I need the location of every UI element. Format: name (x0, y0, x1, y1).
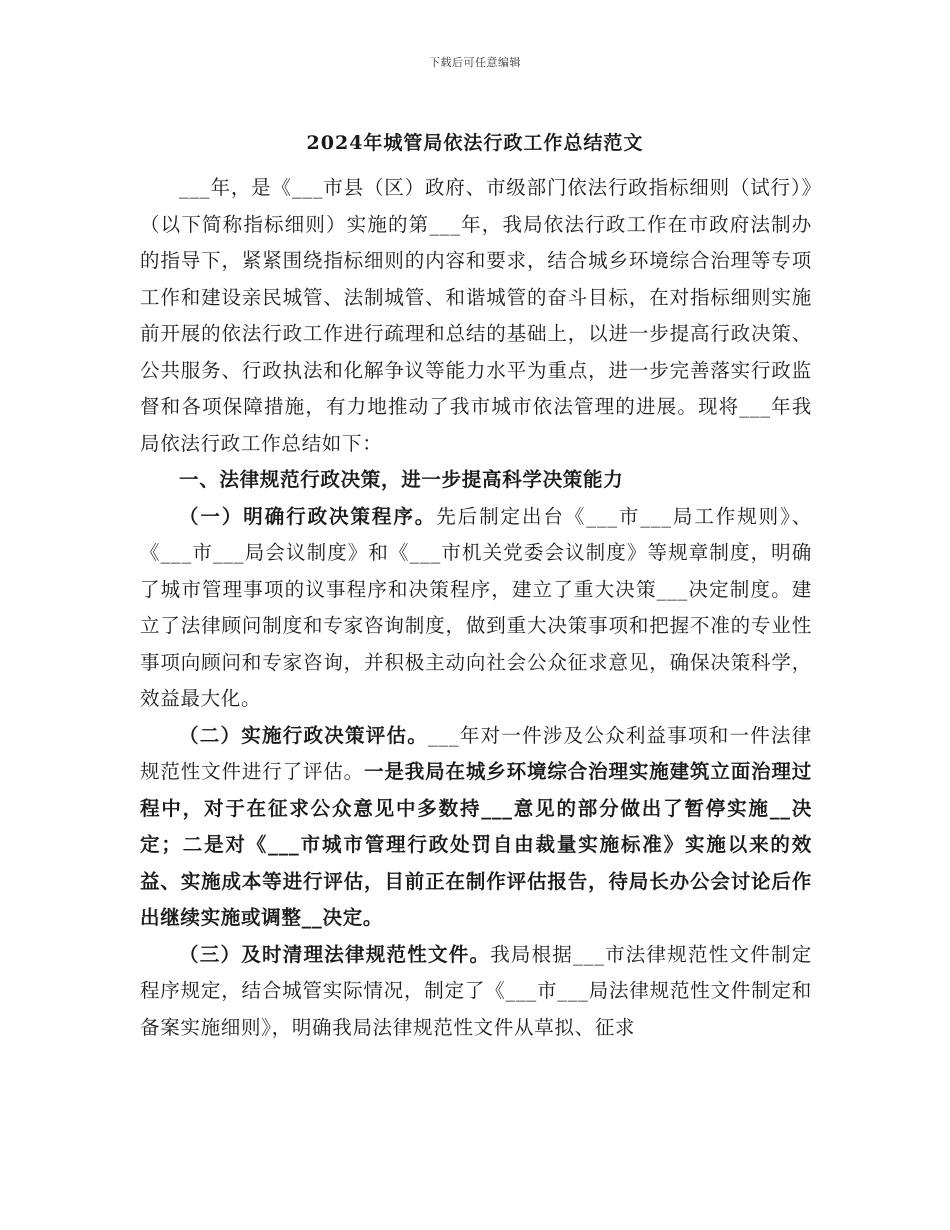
section-heading-text: 一、法律规范行政决策，进一步提高科学决策能力 (179, 468, 624, 491)
subsection-bold-text-2: 一是我局在城乡环境综合治理实施建筑立面治理过程中，对于在征求公众意见中多数持___意见的部分做出了暂停实施__决定；二是对《___市城市管理行政处罚自由裁量实施标准》实施以来的效益、实施成本等进行评估，目前正在制作评估报告，待局长办公会讨论后作出继续实施或调整__决定。 (140, 760, 813, 929)
document-body (140, 170, 812, 1046)
document-title: 2024年城管局依法行政工作总结范文 (306, 132, 644, 154)
subsection-paragraph-2 (140, 718, 812, 937)
subsection-paragraph-1 (140, 499, 812, 718)
header-note: 下载后可任意编辑 (429, 56, 521, 69)
subsection-lead-2: （二）实施行政决策评估。 (179, 723, 428, 747)
subsection-text-2: ___年对一件涉及公众利益事项和一件法律规范性文件进行了评估。 (140, 723, 812, 783)
intro-paragraph (140, 170, 812, 462)
subsection-text-3: 我局根据___市法律规范性文件制定程序规定，结合城管实际情况，制定了《___市___局法律规范性文件制定和备案实施细则》，明确我局法律规范性文件从草拟、征求 (140, 942, 812, 1039)
subsection-paragraph-3 (140, 937, 812, 1047)
subsection-lead-3: （三）及时清理法律规范性文件。 (179, 942, 491, 966)
subsection-lead-1: （一）明确行政决策程序。 (179, 504, 437, 528)
section-heading-1 (140, 462, 812, 499)
subsection-text-1: 先后制定出台《___市___局工作规则》、《___市___局会议制度》和《___市机关党委会议制度》等规章制度，明确了城市管理事项的议事程序和决策程序，建立了重大决策___决定制度。建立了法律顾问制度和专家咨询制度，做到重大决策事项和把握不准的专业性事项向顾问和专家咨询，并积极主动向社会公众征求意见，确保决策科学，效益最大化。 (140, 504, 812, 710)
intro-text: ___年，是《___市县（区）政府、市级部门依法行政指标细则（试行）》（以下简称指标细则）实施的第___年，我局依法行政工作在市政府法制办的指导下，紧紧围绕指标细则的内容和要求，结合城乡环境综合治理等专项工作和建设亲民城管、法制城管、和谐城管的奋斗目标，在对指标细则实施前开展的依法行政工作进行疏理和总结的基础上，以进一步提高行政决策、公共服务、行政执法和化解争议等能力水平为重点，进一步完善落实行政监督和各项保障措施，有力地推动了我市城市依法管理的进展。现将___年我局依法行政工作总结如下： (140, 176, 812, 455)
